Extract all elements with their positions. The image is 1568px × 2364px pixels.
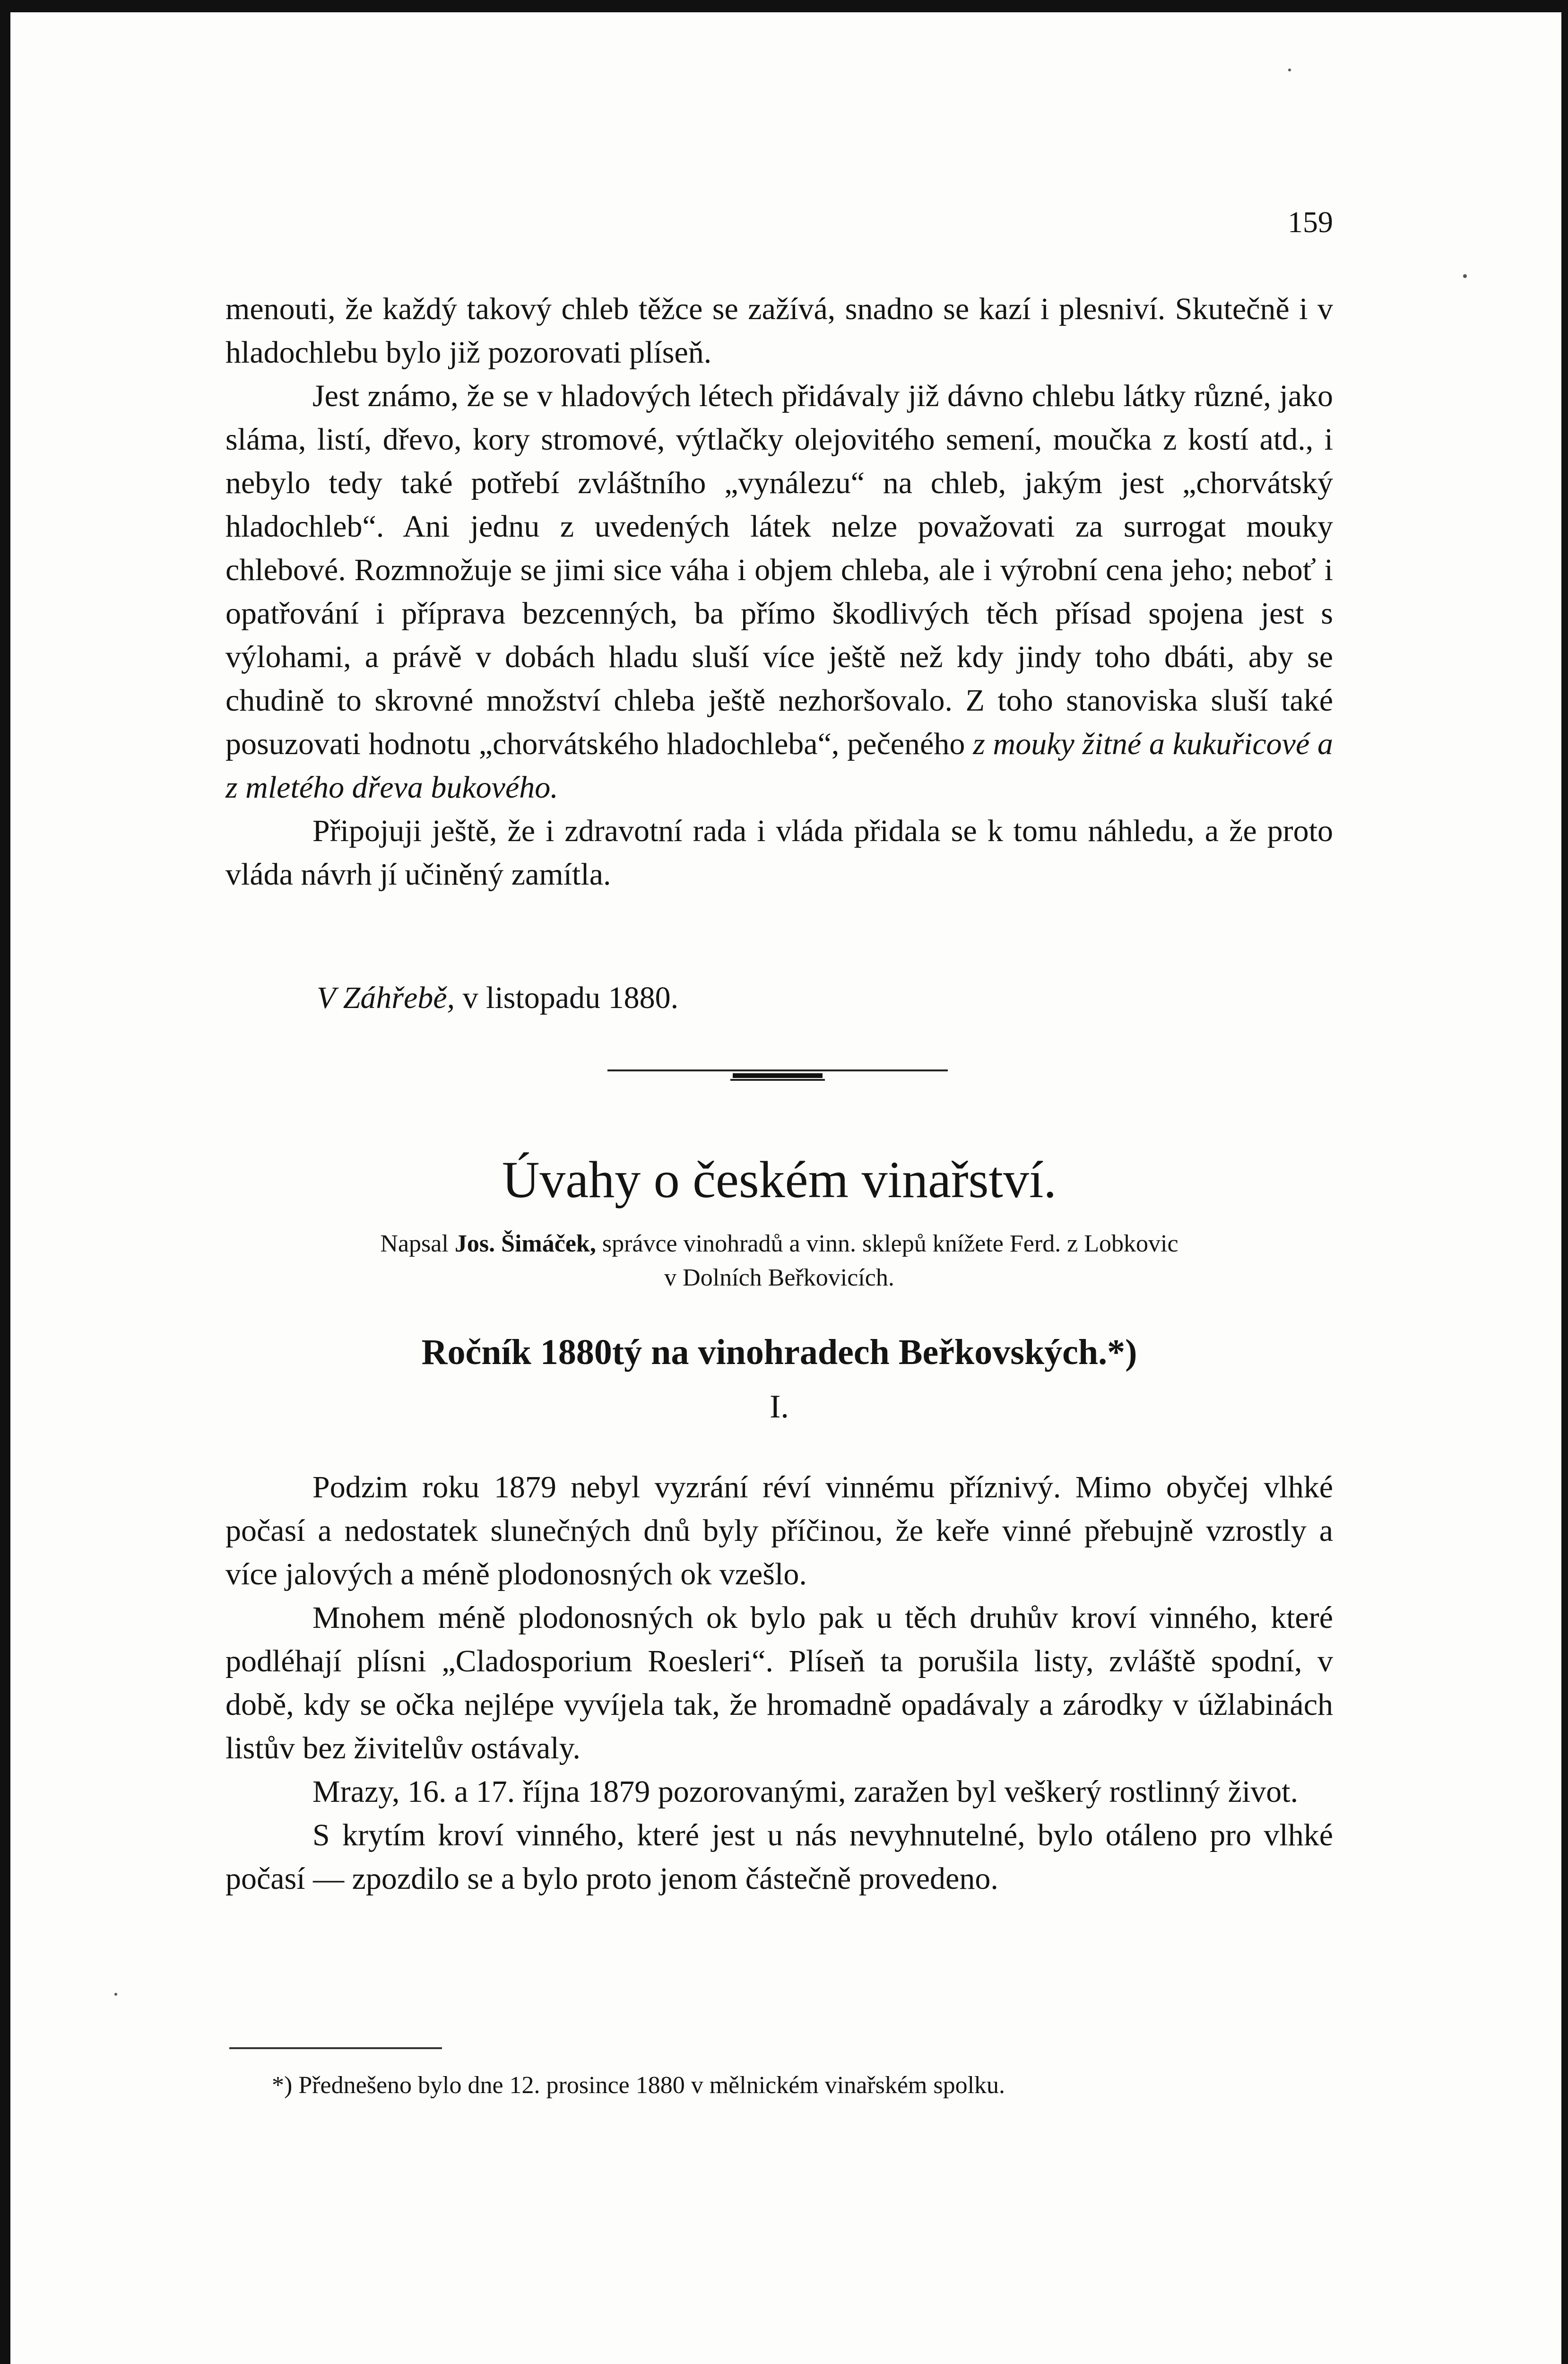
page-number: 159 [1288,205,1333,239]
byline-role: správce vinohradů a vinn. sklepů knížete Ferd. z Lobkovic [596,1230,1178,1257]
article-body [225,1466,1333,1901]
dateline-date: v listopadu 1880. [455,981,679,1015]
paragraph: Připojuji ještě, že i zdravotní rada i vláda přidala se k tomu náhledu, a že proto vláda návrh jí učiněný zamítla. [225,814,1333,892]
section-divider [607,1069,948,1083]
scan-speck [1463,274,1467,278]
byline-line-2: v Dolních Beřkovicích. [664,1264,894,1291]
paragraph: Podzim roku 1879 nebyl vyzrání réví vinnému příznivý. Mimo obyčej vlhké počasí a nedostatek slunečných dnů byly příčinou, že keře vinné přebujně vzrostly a více jalových a méně plodonosných ok vzešlo. [225,1470,1333,1591]
paragraph: Mrazy, 16. a 17. října 1879 pozorovanými, zaražen byl veškerý rostlinný život. [312,1774,1299,1809]
scan-border-right [1561,0,1568,2364]
byline-prefix: Napsal [380,1230,455,1257]
scan-border-top [0,0,1568,12]
paragraph-text: Jest známo, že se v hladových létech přidávaly již dávno chlebu látky různé, jako sláma, listí, dřevo, kory stromové, výtlačky olejovitého semení, moučka z kostí atd., i nebylo tedy také potřebí zvláštního „vynálezu“ na chleb, jakým jest „chorvátský hladochleb“. Ani jednu z uvedených látek nelze považovati za surrogat mouky chlebové. Rozmnožuje se jimi sice váha i objem chleba, ale i výrobní cena jeho; neboť i opatřování i příprava bezcenných, ba přímo škodlivých těch přísad spojena jest s výlohami, a právě v dobách hladu sluší více ještě než kdy jindy toho dbáti, aby se chudině to skrovné množství chleba ještě nezhoršovalo. Z toho stanoviska sluší také posuzovati hodnotu „chorvátského hladochleba“, pečeného [225,379,1333,761]
footnote-rule [229,2047,442,2049]
article-title: Úvahy o českém vinařství. [502,1151,1057,1208]
dateline-place: V Záhřebě, [317,981,455,1015]
continued-text [225,287,1333,896]
paragraph [225,374,1333,809]
scan-border-left [0,0,10,2364]
scan-speck [114,1993,117,1996]
scan-speck [1288,69,1291,71]
dateline [317,976,678,1020]
section-number: I. [770,1389,789,1425]
paragraph: Mnohem méně plodonosných ok bylo pak u těch druhův kroví vinného, které podléhají plísni „Cladosporium Roesleri“. Plíseň ta porušila listy, zvláště spodní, v době, kdy se očka nejlépe vyvíjela tak, že hromadně opadávaly a zárodky v úžlabinách listův bez živitelův ostávaly. [225,1600,1333,1765]
byline [225,1227,1333,1295]
italic-phrase: z mouky žitné a kukuřicové a z mletého dřeva bukového. [225,727,1334,805]
article-subtitle: Ročník 1880tý na vinohradech Beřkovských.*) [421,1332,1137,1372]
author-name: Jos. Šimáček, [454,1230,596,1257]
footnote: *) Přednešeno bylo dne 12. prosince 1880 v mělnickém vinařském spolku. [272,2072,1005,2099]
paragraph: S krytím kroví vinného, které jest u nás nevyhnutelné, bylo otáleno pro vlhké počasí — zpozdilo se a bylo proto jenom částečně provedeno. [225,1818,1333,1896]
paragraph: menouti, že každý takový chleb těžce se zažívá, snadno se kazí i plesniví. Skutečně i v hladochlebu bylo již pozorovati plíseň. [225,292,1333,370]
byline-line-1 [225,1227,1333,1261]
